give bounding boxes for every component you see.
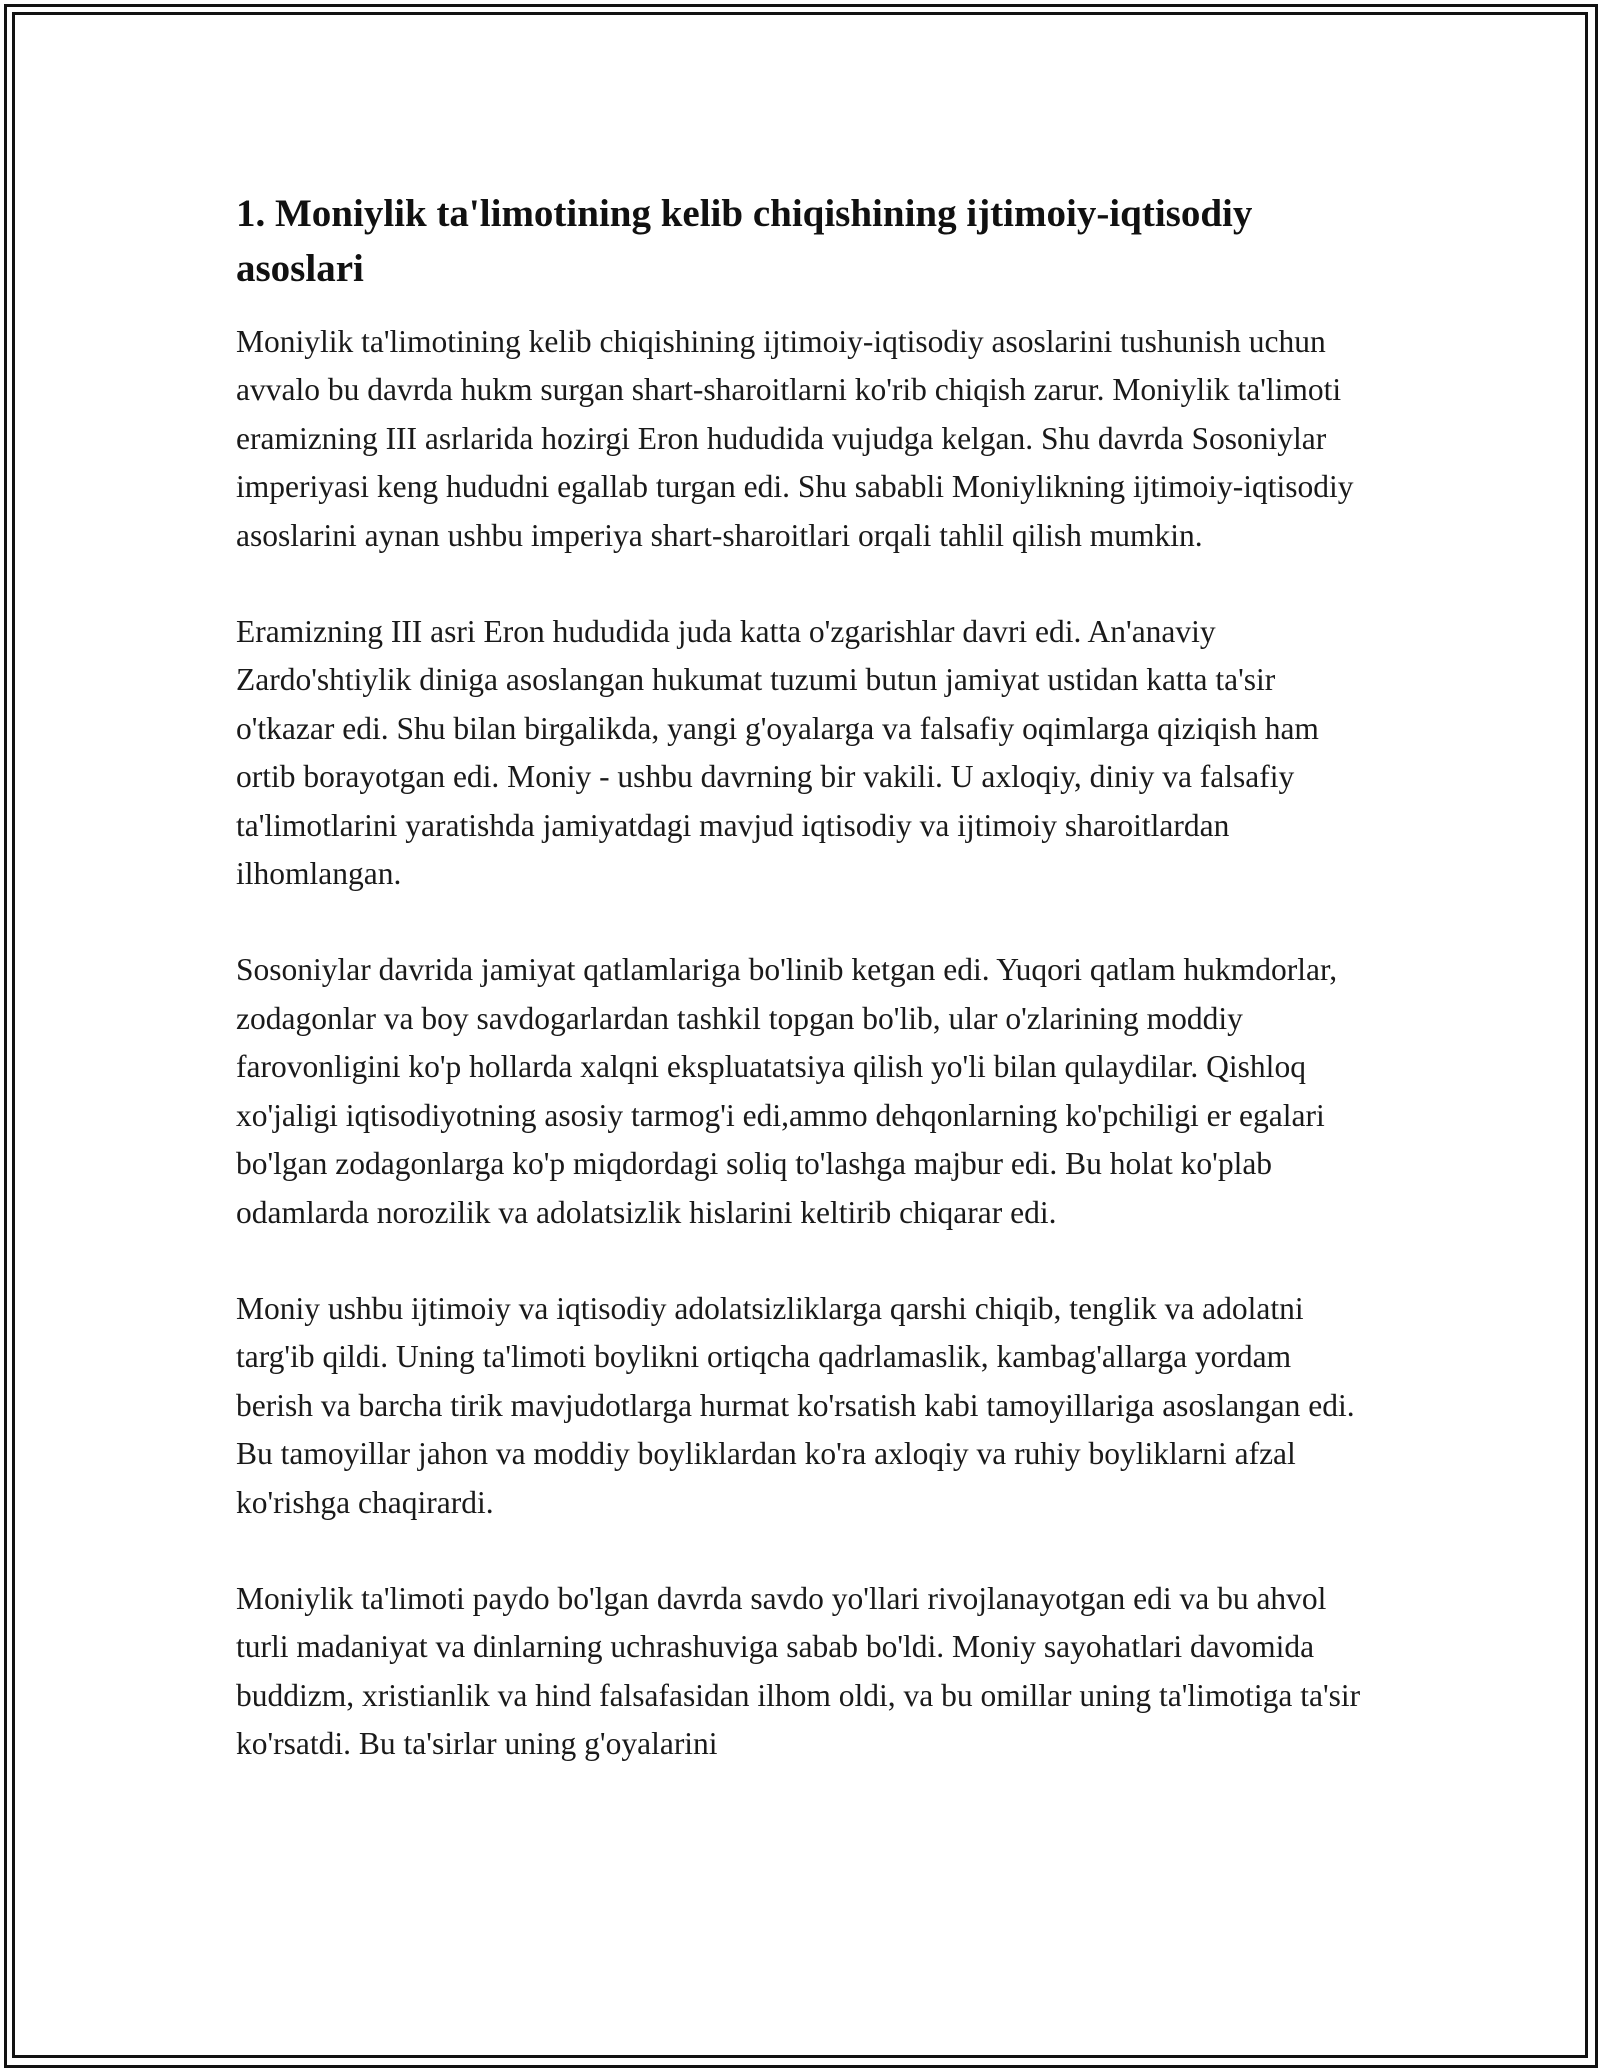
- paragraph-1: Moniylik ta'limotining kelib chiqishining ijtimoiy-iqtisodiy asoslarini tushunish uchun avvalo bu davrda hukm surgan shart-sharoitlarni ko'rib chiqish zarur. Moniylik ta'limoti eramizning III asrlarida hozirgi Eron hududida vujudga kelgan. Shu davrda Sosoniylar imperiyasi keng hududni egallab turgan edi. Shu sababli Moniylikning ijtimoiy-iqtisodiy asoslarini aynan ushbu imperiya shart-sharoitlari orqali tahlil qilish mumkin.: [236, 324, 1354, 553]
- paragraph-2: Eramizning III asri Eron hududida juda katta o'zgarishlar davri edi. An'anaviy Zardo'shtiylik diniga asoslangan hukumat tuzumi butun jamiyat ustidan katta ta'sir o'tkazar edi. Shu bilan birgalikda, yangi g'oyalarga va falsafiy oqimlarga qiziqish ham ortib borayotgan edi. Moniy - ushbu davrning bir vakili. U axloqiy, diniy va falsafiy ta'limotlarini yaratishda jamiyatdagi mavjud iqtisodiy va ijtimoiy sharoitlardan ilhomlangan.: [236, 614, 1319, 892]
- section-heading: 1. Moniylik ta'limotining kelib chiqishining ijtimoiy-iqtisodiy asoslari: [236, 192, 1253, 290]
- paragraph-4: Moniy ushbu ijtimoiy va iqtisodiy adolatsizliklarga qarshi chiqib, tenglik va adolatni targ'ib qildi. Uning ta'limoti boylikni ortiqcha qadrlamaslik, kambag'allarga yordam berish va barcha tirik mavjudotlarga hurmat ko'rsatish kabi tamoyillariga asoslangan edi. Bu tamoyillar jahon va moddiy boyliklardan ko'ra axloqiy va ruhiy boyliklarni afzal ko'rishga chaqirardi.: [236, 1290, 1355, 1520]
- paragraph-3: Sosoniylar davrida jamiyat qatlamlariga bo'linib ketgan edi. Yuqori qatlam hukmdorlar, zodagonlar va boy savdogarlardan tashkil topgan bo'lib, ular o'zlarining moddiy farovonligini ko'p hollarda xalqni ekspluatatsiya qilish yo'li bilan qulaydilar. Qishloq xo'jaligi iqtisodiyotning asosiy tarmog'i edi,ammo dehqonlarning ko'pchiligi er egalari bo'lgan zodagonlarga ko'p miqdordagi soliq to'lashga majbur edi. Bu holat ko'plab odamlarda norozilik va adolatsizlik hislarini keltirib chiqarar edi.: [236, 952, 1338, 1230]
- document-body: [236, 186, 1366, 1817]
- paragraph-5: Moniylik ta'limoti paydo bo'lgan davrda savdo yo'llari rivojlanayotgan edi va bu ahvol turli madaniyat va dinlarning uchrashuviga sabab bo'ldi. Moniy sayohatlari davomida buddizm, xristianlik va hind falsafasidan ilhom oldi, va bu omillar uning ta'limotiga ta'sir ko'rsatdi. Bu ta'sirlar uning g'oyalarini: [236, 1580, 1361, 1762]
